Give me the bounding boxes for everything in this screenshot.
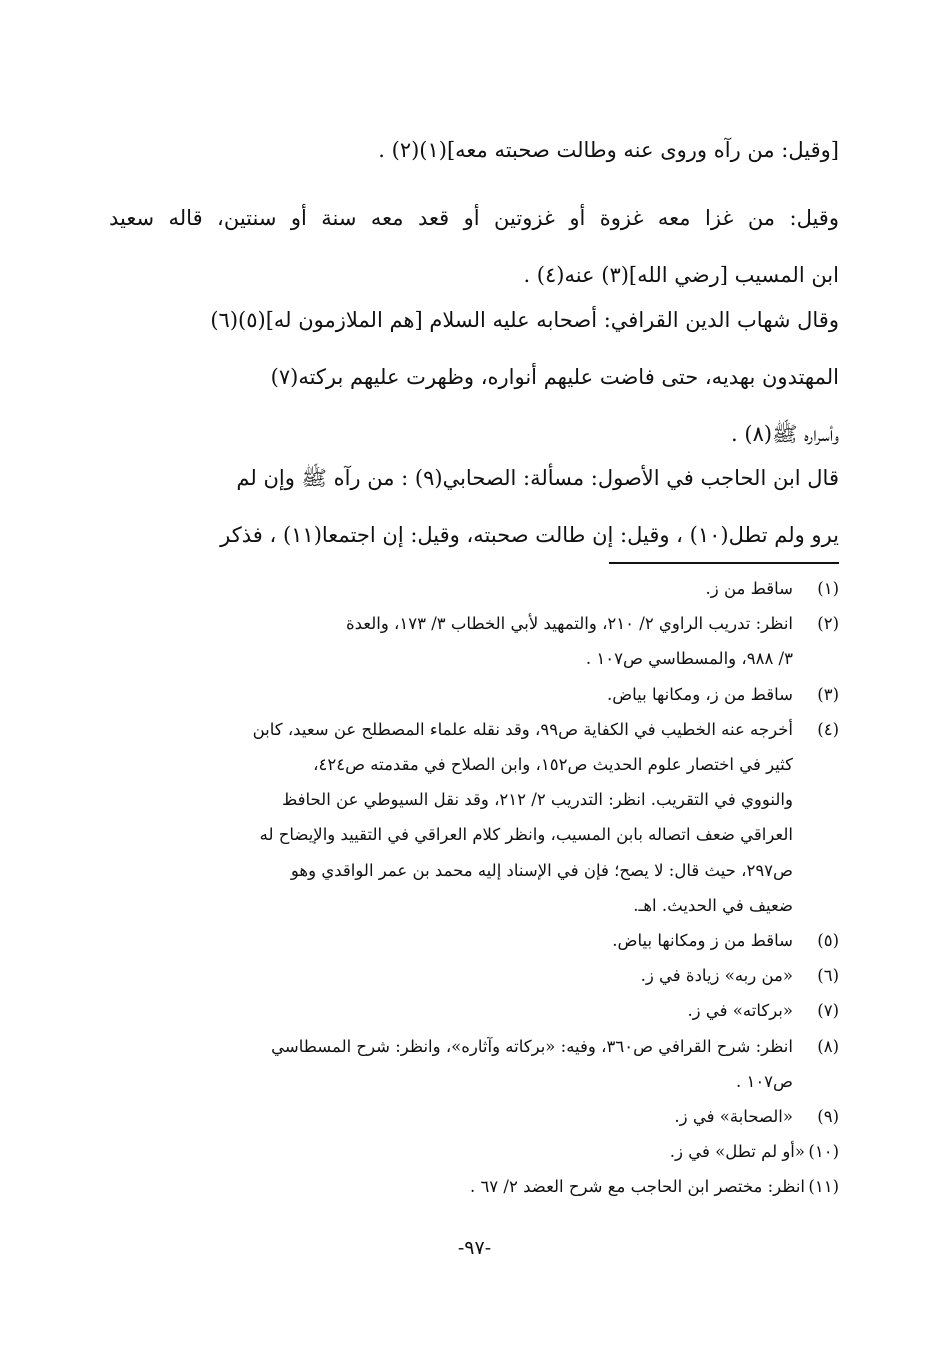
paragraph-line: وقال شهاب الدين القرافي: أصحابه عليه السلام [هم الملازمون له](٥)(٦) (210, 308, 839, 332)
page-number: -٩٧- (457, 1237, 492, 1259)
main-paragraph-4 (109, 450, 839, 564)
footnote-line: ضعيف في الحديث. اهـ. (633, 895, 793, 915)
footnote (109, 1169, 839, 1204)
footnote-line: ص٢٩٧، حيث قال: لا يصح؛ فإن في الإسناد إليه محمد بن عمر الواقدي وهو (290, 860, 793, 880)
footnote-line: «الصحابة» في ز. (674, 1107, 793, 1127)
footnote-line: ساقط من ز، ومكانها بياض. (606, 684, 793, 704)
paragraph-line: وأسراره ﷺ(٨) . (731, 422, 839, 446)
footnote-line: ٣/ ٩٨٨، والمسطاسي ص١٠٧ . (585, 649, 793, 669)
footnote (109, 712, 839, 923)
footnote-line: كثير في اختصار علوم الحديث ص١٥٢، وابن الصلاح في مقدمته ص٤٢٤، (313, 755, 793, 775)
footnote-line: «من ربه» زيادة في ز. (640, 966, 793, 986)
footnote-text (109, 958, 793, 993)
footnote-line: «بركاته» في ز. (687, 1001, 793, 1021)
footnote-line: ص١٠٧ . (735, 1071, 793, 1091)
paragraph-line: المهتدون بهديه، حتى فاضت عليهم أنواره، وظهرت عليهم بركته(٧) (270, 365, 839, 389)
footnote (109, 606, 839, 676)
footnote-text (109, 712, 793, 923)
footnote-text (109, 923, 793, 958)
footnote-number: (١٠) (808, 1142, 839, 1162)
main-paragraph-2 (109, 190, 839, 304)
paragraph-line: وقيل: من غزا معه غزوة أو غزوتين أو قعد معه سنة أو سنتين، قاله سعيد (109, 206, 839, 230)
footnote (109, 1099, 839, 1134)
paragraph-line: يرو ولم تطل(١٠) ، وقيل: إن طالت صحبته، وقيل: إن اجتمعا(١١) ، فذكر (220, 523, 839, 547)
footnote-number: (٣) (817, 684, 839, 704)
footnote-number: (٤) (817, 719, 839, 739)
footnote-line: أخرجه عنه الخطيب في الكفاية ص٩٩، وقد نقله علماء المصطلح عن سعيد، كابن (252, 719, 793, 739)
main-paragraph-3 (109, 292, 839, 463)
paragraph-line: [وقيل: من رآه وروى عنه وطالت صحبته معه](١)(٢) . (378, 138, 839, 162)
footnote-text (109, 1134, 805, 1169)
footnote-text (109, 1099, 793, 1134)
footnote-number: (٧) (817, 1001, 839, 1021)
footnote-text (109, 571, 793, 606)
footnote (109, 1134, 839, 1169)
main-paragraph-1 (109, 122, 839, 179)
paragraph-line: ابن المسيب [رضي الله](٣) عنه(٤) . (523, 263, 839, 287)
footnote-line: انظر: مختصر ابن الحاجب مع شرح العضد ٢/ ٦٧ . (469, 1177, 805, 1197)
footnote-line: انظر: تدريب الراوي ٢/ ٢١٠، والتمهيد لأبي الخطاب ٣/ ١٧٣، والعدة (345, 614, 793, 634)
footnote (109, 993, 839, 1028)
footnote-text (109, 993, 793, 1028)
footnote-line: انظر: شرح القرافي ص٣٦٠، وفيه: «بركاته وآثاره»، وانظر: شرح المسطاسي (271, 1036, 793, 1056)
footnote-line: «أو لم تطل» في ز. (669, 1142, 805, 1162)
footnote (109, 571, 839, 606)
paragraph-line: قال ابن الحاجب في الأصول: مسألة: الصحابي(٩) : من رآه ﷺ وإن لم (236, 466, 839, 490)
footnote-line: ساقط من ز. (705, 579, 793, 598)
footnote-text (109, 1029, 793, 1099)
footnote-number: (٦) (817, 966, 839, 986)
footnote-number: (٢) (817, 614, 839, 634)
footnote-number: (٨) (817, 1036, 839, 1056)
footnote-text (109, 677, 793, 712)
footnote-text (109, 606, 793, 676)
footnote-separator (609, 562, 839, 564)
footnote-number: (١١) (808, 1177, 839, 1197)
footnote-line: العراقي ضعف اتصاله بابن المسيب، وانظر كلام العراقي في التقييد والإيضاح له (259, 825, 793, 845)
footnotes (109, 571, 839, 1205)
footnote-text (109, 1169, 805, 1204)
footnote-number: (٥) (817, 931, 839, 951)
footnote (109, 1029, 839, 1099)
footnote-number: (١) (817, 579, 839, 598)
footnote-line: ساقط من ز ومكانها بياض. (612, 931, 793, 951)
footnote (109, 958, 839, 993)
footnote-line: والنووي في التقريب. انظر: التدريب ٢/ ٢١٢، وقد نقل السيوطي عن الحافظ (281, 790, 793, 810)
footnote-number: (٩) (817, 1107, 839, 1127)
footnote (109, 923, 839, 958)
footnote (109, 677, 839, 712)
